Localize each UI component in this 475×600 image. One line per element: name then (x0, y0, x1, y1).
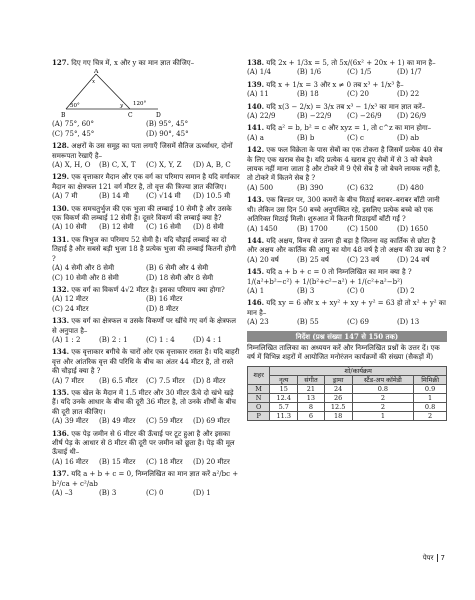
option-a[interactable]: (A) 1 : 2 (52, 335, 81, 344)
question-text: एक बिल्डर पर, 300 कमरों के बीच मिठाई बराबर–बराबर बाँटी जानी थी। लेकिन उस दिन 50 बच्चे अनुपस्थित रहे, इसलिए प्रत्येक बच्चे को एक अतिरिक्त मिठाई मिली। शुरुआत में कितनी मिठाइयाँ बाँटी गईं ? (247, 196, 440, 224)
question-number: 136. (52, 428, 70, 438)
option-b[interactable]: (B) 6.5 मीटर (99, 376, 138, 385)
question-number: 143. (247, 195, 265, 205)
option-a[interactable]: (A) 75°, 60° (52, 120, 95, 129)
city-header: शहर (248, 366, 270, 384)
option-c[interactable]: (C) 24 मीटर (52, 304, 89, 313)
question-text: एक समचतुर्भुज की एक भुजा की लम्बाई 10 सेमी है और उसके एक विकर्ण की लम्बाई 12 सेमी है। दूसरे विकर्ण की लम्बाई क्या है? (52, 204, 232, 223)
table-header-row (248, 366, 447, 375)
options (52, 192, 240, 201)
options (247, 184, 447, 193)
question-text: यदि 2x + 1/3x = 5, तो 5x/(6x² + 20x + 1) का मान है– (266, 59, 436, 67)
options (247, 256, 447, 265)
cell: N (248, 393, 270, 402)
option-b[interactable]: (B) 95°, 45° (146, 120, 189, 129)
option-a[interactable]: (A) 12 मीटर (52, 295, 89, 304)
label-y: y (120, 103, 124, 110)
label-a: A (94, 69, 99, 76)
cell: 0.8 (352, 384, 414, 393)
question-127 (52, 58, 240, 139)
events-table (247, 366, 447, 421)
option-b[interactable]: (B) b (297, 133, 315, 142)
question-text: यदि xy = 6 और x + xy² + xy + y² = 63 हो तो x² + y² का मान है– (247, 299, 446, 317)
question-132 (52, 285, 240, 314)
option-a[interactable]: (A) X, H, O (52, 161, 91, 170)
option-c[interactable]: (C) 23 वर्ष (347, 255, 380, 264)
question-137 (52, 469, 240, 498)
question-134 (52, 347, 240, 386)
cell: 21 (298, 384, 324, 393)
option-a[interactable]: (A) a (247, 133, 264, 142)
col-drama: ड्रामा (324, 375, 352, 384)
option-a[interactable]: (A) 11 (247, 90, 269, 99)
question-145 (247, 267, 447, 296)
option-d[interactable]: (D) 8 मीटर (193, 376, 226, 385)
question-text: एक फल विक्रेता के पास सेबों का एक टोकरा है जिसमें प्रत्येक 40 सेब के लिए एक खराब सेब है। यदि प्रत्येक 4 खराब हुए सेबों में से 3 को बेचने लायक नहीं माना जाता है और टोकरे में 9 ऐसे सेब है जो बेचने लायक नहीं है, तो टोकरे में कितने सेब है ? (247, 146, 443, 183)
question-number: 141. (247, 123, 265, 133)
table-row (248, 411, 447, 420)
question-136 (52, 429, 240, 468)
table-row (248, 384, 447, 393)
cell: 1 (414, 393, 447, 402)
option-c[interactable]: (C) 18 मीटर (146, 457, 183, 466)
question-text: एक वर्ग का क्षेत्रफल व उसके विकर्णों पर खींचे गए वर्ग के क्षेत्रफल से अनुपात है– (52, 317, 236, 335)
right-column (247, 58, 447, 421)
option-b[interactable]: (B) 1/6 (297, 68, 322, 77)
question-135 (52, 388, 240, 427)
col-music: संगीत (298, 375, 324, 384)
question-129 (52, 172, 240, 201)
option-d[interactable]: (D) 26/9 (397, 112, 427, 121)
question-text: एक वृत्ताकार बगीचे के चारों ओर एक वृत्ताकार रास्ता है। यदि बाहरी वृत्त और आंतरिक वृत्त की परिधि के बीच का अंतर 44 मीटर है, तो रास्ते की चौड़ाई क्या है ? (52, 348, 240, 376)
option-b[interactable]: (B) 49 मीटर (99, 417, 136, 426)
options (52, 120, 240, 139)
options (247, 225, 447, 234)
question-140 (247, 102, 447, 122)
question-number: 131. (52, 234, 70, 244)
question-142 (247, 145, 447, 193)
question-number: 146. (247, 298, 265, 308)
cell: 11.3 (270, 411, 298, 420)
col-mimicry: मिमिक्री (414, 375, 447, 384)
option-d[interactable]: (D) 1/7 (397, 68, 422, 77)
cell: 13 (298, 393, 324, 402)
option-c[interactable]: (C) 1/5 (347, 68, 372, 77)
option-a[interactable]: (A) 1450 (247, 224, 278, 233)
option-d[interactable]: (D) 2 (397, 286, 415, 295)
option-c[interactable]: (C) 20 (347, 90, 369, 99)
cell: P (248, 411, 270, 420)
question-text: यदि x + 1/x = 3 और x ≠ 0 तब x³ + 1/x³ है– (266, 80, 404, 89)
question-number: 132. (52, 284, 70, 294)
label-d: D (156, 112, 161, 120)
option-c[interactable]: (C) 0 (347, 286, 365, 295)
cell: 6 (298, 411, 324, 420)
question-text: एक त्रिभुज का परिमाप 52 सेमी है। यदि चौड़ाई लम्बाई का दो तिहाई है और सबसे बड़ी भुजा 18 है प्रत्येक भुजा की लम्बाई कितनी होगी ? (52, 235, 236, 263)
question-text: एक वृत्ताकार मैदान और एक वर्ग का परिमाप समान है यदि वर्गाकार मैदान का क्षेत्रफल 121 वर्ग मीटर है, तो वृत्त की त्रिज्या ज्ञात कीजिए। (52, 173, 240, 191)
question-138 (247, 58, 447, 78)
question-143 (247, 195, 447, 234)
question-144 (247, 236, 447, 265)
cell: 12.5 (324, 402, 352, 411)
cell: 18 (324, 411, 352, 420)
question-number: 145. (247, 267, 265, 277)
angle-50: 50° (70, 103, 80, 110)
cell: 5.7 (270, 402, 298, 411)
group-header: शो/कार्यक्रम (270, 366, 447, 375)
option-a[interactable]: (A) 500 (247, 183, 274, 192)
option-a[interactable]: (A) 20 वर्ष (247, 255, 279, 264)
option-a[interactable]: (A) 23 (247, 318, 269, 327)
option-b[interactable]: (B) 15 मीटर (99, 457, 136, 466)
question-number: 142. (247, 145, 265, 155)
question-131 (52, 235, 240, 283)
directions-text: निम्नलिखित तालिका का अध्ययन करें और निम्नलिखित प्रश्नों के उत्तर दें। एक वर्ष में विभिन्न शहरों में आयोजित मनोरंजन कार्यक्रमों की संख्या (सैकड़ों में) (247, 343, 440, 362)
question-text: यदि x(3 − 2/x) = 3/x तब x³ − 1/x³ का मान ज्ञात करें– (266, 102, 426, 111)
option-a[interactable]: (A) 39 मीटर (52, 417, 89, 426)
question-number: 139. (247, 79, 265, 89)
cell: 12.4 (270, 393, 298, 402)
option-b[interactable]: (B) 55 (297, 318, 319, 327)
options (52, 223, 240, 232)
table-row (248, 393, 447, 402)
cell: 0.8 (414, 402, 447, 411)
option-d[interactable]: (D) 1 (193, 489, 211, 498)
footer-label: पेपर (422, 554, 434, 562)
cell: 26 (324, 393, 352, 402)
option-b[interactable]: (B) 18 (297, 90, 319, 99)
options (247, 134, 447, 143)
option-d[interactable]: (D) 90°, 45° (146, 129, 189, 138)
cell: 2 (352, 402, 414, 411)
cell: 24 (324, 384, 352, 393)
question-text: एक पेड़ जमीन से 6 मीटर की ऊँचाई पर टूट हुआ है और इसका शीर्ष पेड़ के आधार से 8 मीटर की दूरी पर जमीन को छूता है। पेड़ की मूल ऊँचाई थी– (52, 429, 235, 457)
option-d[interactable]: (D) 20 मीटर (193, 457, 230, 466)
table-row (248, 402, 447, 411)
option-b[interactable]: (B) 3 (99, 489, 117, 498)
option-b[interactable]: (B) 390 (297, 183, 324, 192)
options (52, 377, 240, 386)
col-standup: स्टैंड-अप कॉमेडी (352, 375, 414, 384)
option-a[interactable]: (A) 10 सेमी (52, 223, 87, 232)
options (52, 295, 240, 314)
question-number: 130. (52, 203, 70, 213)
cell: M (248, 384, 270, 393)
options (52, 264, 240, 283)
angle-120: 120° (133, 101, 147, 108)
question-141 (247, 123, 447, 143)
option-d[interactable]: (D) ab (397, 133, 419, 142)
cell: 2 (414, 411, 447, 420)
option-a[interactable]: (A) 22/9 (247, 112, 276, 121)
option-b[interactable]: (B) 16 मीटर (146, 295, 183, 304)
question-number: 144. (247, 235, 265, 245)
question-text: यदि a + b + c = 0 तो निम्नलिखित का मान क्या है ? 1/(a²+b²−c²) + 1/(b²+c²−a²) + 1/(c²+a²−b²) (247, 268, 412, 286)
question-139 (247, 80, 447, 100)
option-c[interactable]: (C) −26/9 (347, 112, 382, 121)
question-text: एक वर्ग का विकर्ण 4√2 मीटर है। इसका परिमाप क्या होगा? (71, 285, 225, 294)
question-133 (52, 316, 240, 345)
option-c[interactable]: (C) 632 (347, 183, 374, 192)
cell: 8 (298, 402, 324, 411)
question-text: यदि a² = b, b² = c और xyz = 1, तो c^z का मान होगा– (266, 124, 432, 133)
option-b[interactable]: (B) 12 सेमी (99, 223, 134, 232)
option-b[interactable]: (B) C, X, T (99, 161, 136, 170)
question-number: 127. (52, 58, 70, 67)
option-c[interactable]: (C) 16 सेमी (146, 223, 181, 232)
option-a[interactable]: (A) 4 सेमी और 8 सेमी (52, 264, 115, 273)
cell: 1 (352, 411, 414, 420)
option-d[interactable]: (D) 13 (397, 318, 420, 327)
question-number: 133. (52, 316, 70, 326)
question-text: यदि a + b + c = 0, निम्नलिखित का मान ज्ञात करें a²/bc + b²/ca + c²/ab (52, 470, 239, 488)
option-c[interactable]: (C) 69 (347, 318, 369, 327)
options (52, 489, 240, 498)
question-text: यदि अक्षय, विनय से उतना ही बड़ा है जितना वह कार्तिक से छोटा है और अक्षय और कार्तिक की आयु का योग 48 वर्ष है तो अक्षय की उम्र क्या है ? (247, 236, 447, 255)
page-number: 7 (440, 554, 445, 562)
option-b[interactable]: (B) 2 : 1 (99, 335, 128, 344)
label-x: x (92, 79, 96, 86)
question-number: 138. (247, 58, 265, 67)
option-a[interactable]: (A) 16 मीटर (52, 457, 89, 466)
option-a[interactable]: (A) –3 (52, 489, 73, 498)
options (247, 287, 447, 296)
options (247, 318, 447, 327)
option-c[interactable]: (C) √14 मी (146, 192, 181, 201)
option-a[interactable]: (A) 1/4 (247, 68, 272, 77)
option-b[interactable]: (B) 25 वर्ष (297, 255, 329, 264)
option-c[interactable]: (C) 1 : 4 (146, 335, 175, 344)
options (52, 417, 240, 426)
question-number: 135. (52, 387, 70, 397)
options (52, 458, 240, 467)
option-a[interactable]: (A) 1 (247, 286, 265, 295)
cell: O (248, 402, 270, 411)
triangle-figure (58, 69, 168, 119)
label-c: C (128, 112, 133, 120)
options (52, 336, 240, 345)
option-d[interactable]: (D) 4 : 1 (193, 335, 223, 344)
option-d[interactable]: (D) A, B, C (193, 161, 231, 170)
options (247, 68, 447, 77)
question-number: 137. (52, 469, 70, 479)
question-146 (247, 298, 447, 327)
option-c[interactable]: (C) 0 (146, 489, 164, 498)
left-column (52, 58, 240, 500)
option-d[interactable]: (D) 8 मीटर (146, 304, 179, 313)
question-number: 128. (52, 141, 70, 151)
page-footer (423, 554, 445, 563)
options (247, 90, 447, 99)
option-c[interactable]: (C) 59 मीटर (146, 417, 183, 426)
option-d[interactable]: (D) 480 (397, 183, 424, 192)
col-dance: नृत्य (270, 375, 298, 384)
option-d[interactable]: (D) 18 सेमी और 8 सेमी (146, 273, 214, 282)
question-text: अक्षरों के उस समूह का पता लगाएँ जिसमें सैतिज ऊर्ध्वाधर, दोनों समरूपता रेखाएँ है– (52, 142, 233, 160)
option-d[interactable]: (D) 1650 (397, 224, 429, 233)
option-b[interactable]: (B) 3 (297, 286, 315, 295)
option-d[interactable]: (D) 10.5 मी (193, 192, 231, 201)
question-128 (52, 141, 240, 170)
option-b[interactable]: (B) 14 मी (99, 192, 129, 201)
option-c[interactable]: (C) c (347, 133, 364, 142)
label-b: B (61, 112, 66, 120)
options (52, 161, 240, 170)
question-number: 140. (247, 101, 265, 111)
question-text: दिए गए चित्र में, x और y का मान ज्ञात कीजिए– (71, 59, 195, 67)
cell: 0.9 (414, 384, 447, 393)
option-c[interactable]: (C) 1500 (347, 224, 378, 233)
option-d[interactable]: (D) 69 मीटर (193, 417, 230, 426)
option-c[interactable]: (C) X, Y, Z (146, 161, 182, 170)
option-d[interactable]: (D) 22 (397, 90, 420, 99)
cell: 15 (270, 384, 298, 393)
option-a[interactable]: (A) 7 मी (52, 192, 78, 201)
question-number: 129. (52, 172, 70, 182)
footer-divider (437, 554, 438, 562)
option-c[interactable]: (C) 75°, 45° (52, 129, 95, 138)
option-b[interactable]: (B) −22/9 (297, 112, 332, 121)
table-subheader-row (248, 375, 447, 384)
option-a[interactable]: (A) 7 मीटर (52, 376, 84, 385)
option-b[interactable]: (B) 1700 (297, 224, 328, 233)
option-c[interactable]: (C) 10 सेमी और 8 सेमी (52, 273, 119, 282)
option-b[interactable]: (B) 6 सेमी और 4 सेमी (146, 264, 209, 273)
option-d[interactable]: (D) 8 सेमी (193, 223, 224, 232)
option-c[interactable]: (C) 7.5 मीटर (146, 376, 185, 385)
options (247, 112, 447, 121)
question-130 (52, 204, 240, 233)
question-text: एक खेल के मैदान में 1.5 मीटर और 30 मीटर ऊँचे दो खंभे खड़े हैं। यदि उनके आधार के बीच की दूरी 36 मीटर है, तो उनके शीर्षों के बीच की दूरी ज्ञात कीजिए। (52, 388, 236, 416)
directions-banner: निर्देश (प्रश्न संख्या 147 से 150 तक) (247, 331, 447, 342)
option-d[interactable]: (D) 24 वर्ष (397, 255, 430, 264)
cell: 2 (352, 393, 414, 402)
question-number: 134. (52, 347, 70, 357)
